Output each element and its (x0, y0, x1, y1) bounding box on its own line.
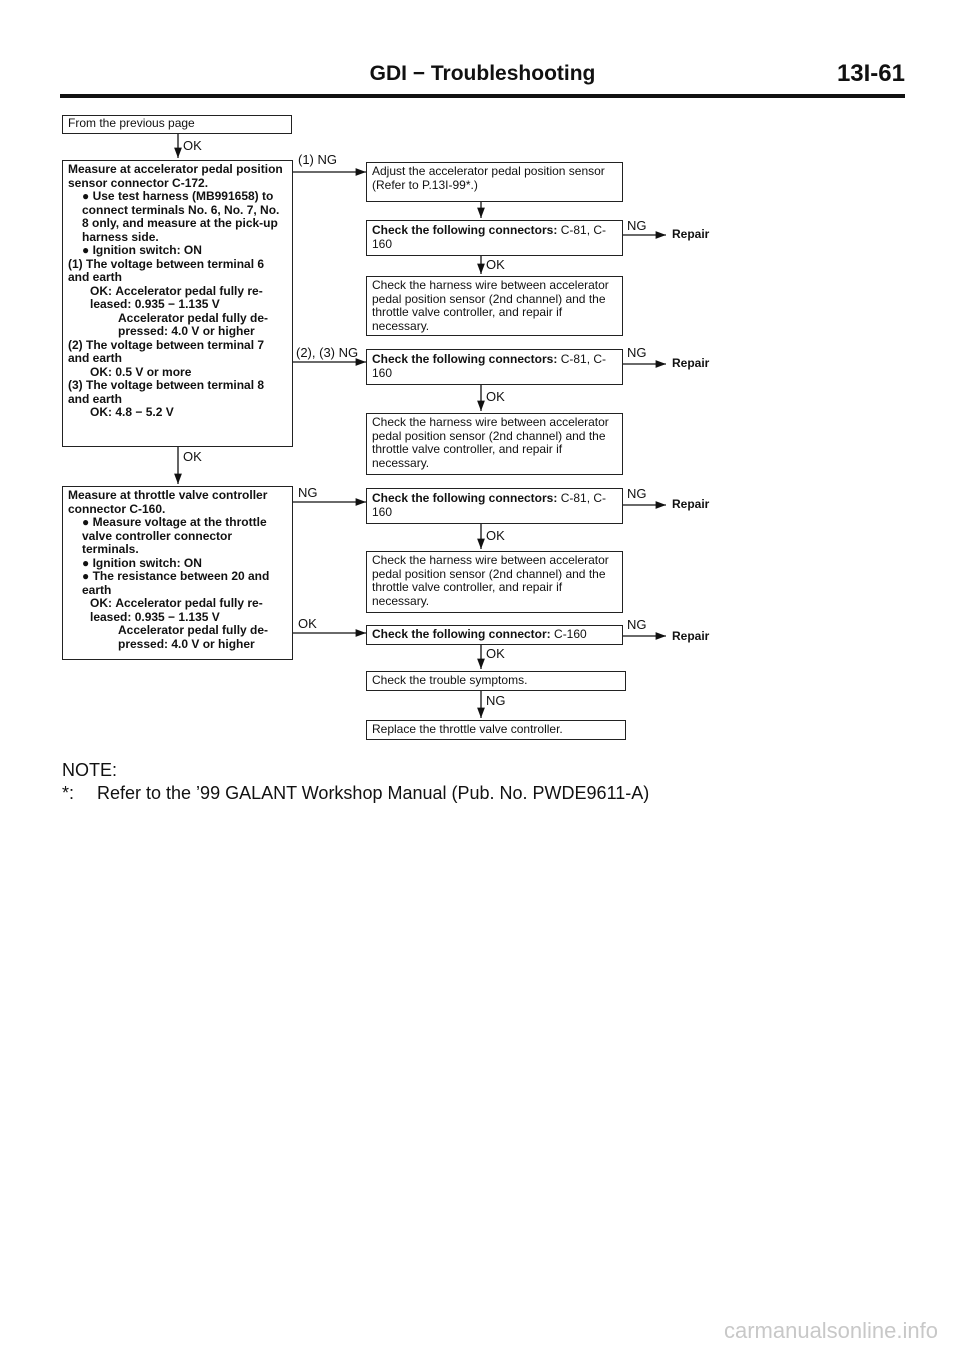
measure-2-ok (68, 597, 287, 624)
check-connector-4-value: C-160 (550, 627, 587, 641)
label-ng-d: NG (627, 617, 647, 632)
check-trouble-symptoms-box (366, 671, 626, 691)
page-number: 13I-61 (836, 60, 905, 87)
ok-label: OK: (90, 283, 112, 298)
note-mark: *: (62, 783, 75, 803)
label-ng-1: (1) NG (298, 152, 337, 167)
label-ok-d: OK (486, 646, 505, 661)
check-trouble-symptoms-text: Check the trouble symptoms. (372, 673, 528, 687)
measure-1-item-3: (3) The voltage between terminal 8 and earth (68, 378, 265, 406)
check-harness-box-3 (366, 551, 623, 613)
ok-label: OK: (90, 405, 112, 419)
label-ok-2: OK (183, 449, 202, 464)
label-ng-2-3: (2), (3) NG (296, 345, 359, 360)
measure-1-bullet-2: ● Ignition switch: ON (82, 243, 202, 257)
check-connectors-1-value: C-81, C-160 (372, 223, 607, 251)
check-harness-3-text: Check the harness wire between accelerator pedal position sensor (2nd channel) and the throttle valve controller, and repair if necessary. (372, 553, 609, 608)
label-ng-a: NG (627, 218, 647, 233)
check-connectors-3-value: C-81, C-160 (372, 491, 607, 519)
note-heading: NOTE: (62, 760, 118, 780)
label-ng-m2: NG (298, 485, 318, 500)
check-connectors-1-label: Check the following connectors: (372, 223, 558, 237)
check-connector-box-4 (366, 625, 623, 645)
measure-accelerator-sensor-box (62, 160, 293, 447)
measure-1-bullet-1: ● Use test harness (MB991658) to connect terminals No. 6, No. 7, No. 8 only, and measure at the pick-up harness side. (82, 189, 280, 244)
repair-2: Repair (672, 356, 710, 370)
footer-watermark: carmanualsonline.info (723, 1318, 938, 1343)
measure-1-bullet-2-text: Ignition switch: ON (92, 243, 202, 257)
label-ok-m2: OK (298, 616, 317, 631)
measure-2-title: Measure at throttle valve controller connector C-160. (68, 488, 268, 516)
measure-2-bullet-3-text: The resistance between 20 and earth (82, 569, 270, 597)
measure-2-bullet-1: ● Measure voltage at the throttle valve controller connector terminals. (82, 515, 267, 556)
from-previous-page-box (62, 115, 292, 134)
measure-2-bullet-3: ● The resistance between 20 and earth (82, 569, 270, 597)
repair-4: Repair (672, 629, 710, 643)
measure-1-item-1-value-2: Accelerator pedal fully de-pressed: 4.0 V or higher (118, 310, 269, 338)
label-ok-b: OK (486, 389, 505, 404)
label-ok-c: OK (486, 528, 505, 543)
measure-1-title: Measure at accelerator pedal position sensor connector C-172. (68, 162, 283, 190)
replace-controller-box (366, 720, 626, 740)
repair-3: Repair (672, 497, 710, 511)
label-ng-e: NG (486, 693, 506, 708)
check-harness-box-2 (366, 413, 623, 475)
label-ok-1: OK (183, 138, 202, 153)
measure-1-item-3-value: 4.8 − 5.2 V (115, 405, 174, 419)
measure-1-item-2-value: 0.5 V or more (115, 364, 192, 379)
measure-1-item-2: (2) The voltage between terminal 7 and earth (68, 337, 265, 365)
check-harness-1-text: Check the harness wire between accelerator pedal position sensor (2nd channel) and the throttle valve controller, and repair if necessary. (372, 278, 609, 333)
adjust-sensor-box (366, 162, 623, 202)
measure-2-bullet-2-text: Ignition switch: ON (92, 555, 202, 570)
ok-label: OK: (90, 364, 112, 379)
check-connectors-2-label: Check the following connectors: (372, 352, 558, 366)
measure-1-item-1-value-1: Accelerator pedal fully re-leased: 0.935 − 1.135 V (90, 283, 263, 311)
page-title: GDI − Troubleshooting (369, 62, 596, 85)
measure-1-item-1-ok (68, 285, 287, 312)
check-connectors-box-3 (366, 488, 623, 524)
measure-1-item-3-ok (68, 406, 287, 420)
check-connectors-box-1 (366, 220, 623, 256)
measure-2-value-2: Accelerator pedal fully de-pressed: 4.0 V or higher (118, 623, 269, 651)
replace-controller-text: Replace the throttle valve controller. (372, 722, 563, 736)
repair-1: Repair (672, 227, 710, 241)
adjust-sensor-text: Adjust the accelerator pedal position sensor (Refer to P.13I-99*.) (372, 164, 605, 192)
label-ng-c: NG (627, 486, 647, 501)
check-harness-box-1 (366, 276, 623, 336)
measure-2-bullet-2: ● Ignition switch: ON (82, 555, 202, 570)
measure-2-bullet-1-text: Measure voltage at the throttle valve controller connector terminals. (82, 515, 267, 556)
measure-2-value-1: Accelerator pedal fully re-leased: 0.935 − 1.135 V (90, 596, 263, 624)
label-ng-b: NG (627, 345, 647, 360)
measure-1-item-1: (1) The voltage between terminal 6 and earth (68, 256, 265, 284)
from-previous-page-text: From the previous page (68, 116, 195, 130)
check-connectors-3-label: Check the following connectors: (372, 491, 558, 505)
note-text: Refer to the ’99 GALANT Workshop Manual (Pub. No. PWDE9611-A) (97, 783, 650, 803)
measure-1-item-2-ok (68, 366, 287, 380)
measure-throttle-controller-box (62, 486, 293, 660)
check-connectors-2-value: C-81, C-160 (372, 352, 607, 380)
check-connectors-box-2 (366, 349, 623, 385)
check-connector-4-label: Check the following connector: (372, 627, 551, 641)
label-ok-a: OK (486, 257, 505, 272)
ok-label: OK: (90, 596, 112, 610)
check-harness-2-text: Check the harness wire between accelerator pedal position sensor (2nd channel) and the throttle valve controller, and repair if necessary. (372, 415, 609, 470)
measure-1-bullet-1-text: Use test harness (MB991658) to connect terminals No. 6, No. 7, No. 8 only, and measure at the pick-up harness side. (82, 189, 280, 244)
